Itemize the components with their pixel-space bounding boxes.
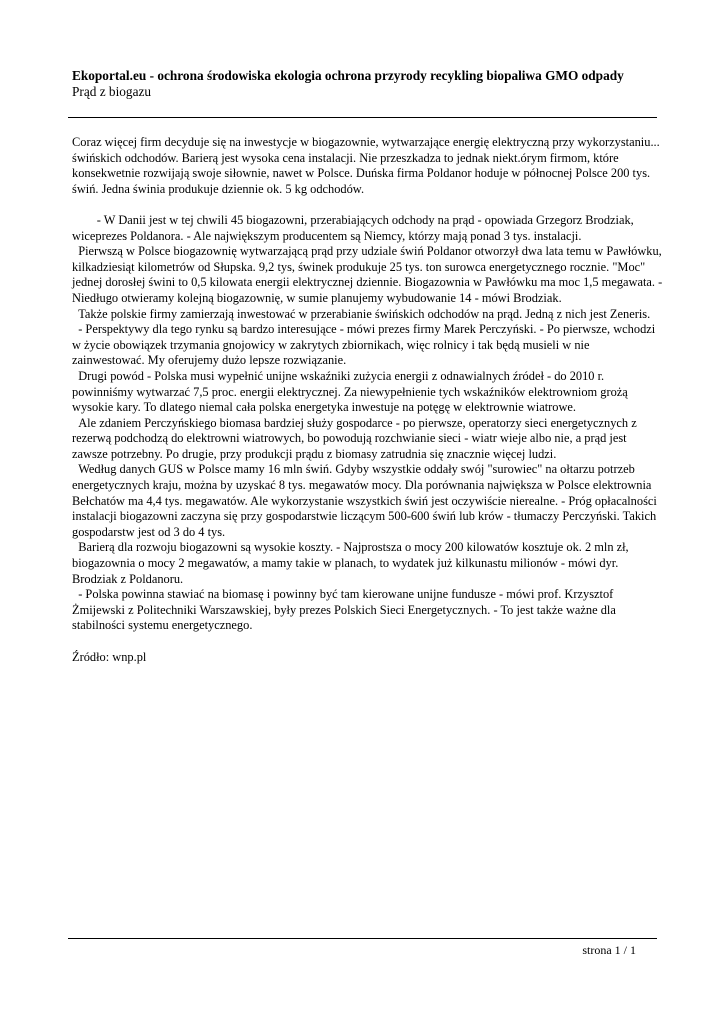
article-paragraph: - Perspektywy dla tego rynku są bardzo interesujące - mówi prezes firmy Marek Perczyński. - Po pierwsze, wchodzi w życie obowiązek trzymania gnojowicy w zakrytych zbiornikach, więc rolnicy i tak będą musieli w nie zainwestować. My oferujemy dużo lepsze rozwiązanie. [72,322,659,368]
article-source: Źródło: wnp.pl [72,649,147,664]
article-paragraph: - Polska powinna stawiać na biomasę i powinny być tam kierowane unijne fundusze - mówi prof. Krzysztof Żmijewski z Politechniki Warszawskiej, były prezes Polskich Sieci Energetycznych. - To jest także ważne dla stabilności systemu energetycznego. [72,587,619,633]
site-title: Ekoportal.eu - ochrona środowiska ekologia ochrona przyrody recykling biopaliwa GMO odpady [72,68,624,83]
article-paragraph: - W Danii jest w tej chwili 45 biogazowni, przerabiających odchody na prąd - opowiada Grzegorz Brodziak, wiceprezes Poldanora. - Ale największym producentem są Niemcy, którzy mają ponad 3 tys. instalacji. [72,212,637,243]
article-paragraph: Barierą dla rozwoju biogazowni są wysokie koszty. - Najprostsza o mocy 200 kilowatów kosztuje ok. 2 mln zł, biogazownia o mocy 2 megawatów, a mamy takie w planach, to wydatek już kilkunastu milionów - mówi dyr. Brodziak z Poldanoru. [72,540,632,586]
paragraph-spacer [72,634,664,650]
article-paragraph: Ale zdaniem Perczyńskiego biomasa bardziej służy gospodarce - po pierwsze, operatorzy sieci energetycznych z rezerwą podchodzą do elektrowni wiatrowych, bo powodują rozchwianie sieci - wiatr wieje albo nie, a prąd jest zawsze potrzebny. Po drugie, przy produkcji prądu z biomasy zatrudnia się znacznie więcej ludzi. [72,415,640,461]
header-divider [68,117,657,118]
article-paragraph: Drugi powód - Polska musi wypełnić unijne wskaźniki zużycia energii z odnawialnych źródeł - do 2010 r. powinniśmy wytwarzać 7,5 proc. energii elektrycznej. Za niewypełnienie tych wskaźników elektrowniom grożą wysokie kary. To dlatego niemal cała polska energetyka inwestuje na potęgę w elektrownie wiatrowe. [72,368,631,415]
article-title: Prąd z biogazu [72,84,152,99]
footer-divider [68,938,657,939]
article-paragraph: Także polskie firmy zamierzają inwestować w przerabianie świńskich odchodów na prąd. Jedną z nich jest Zeneris. [72,306,651,321]
article-paragraph: Pierwszą w Polsce biogazownię wytwarzającą prąd przy udziale świń Poldanor otworzył dwa lata temu w Pawłówku, kilkadziesiąt kilometrów od Słupska. 9,2 tys, świnek produkuje 25 tys. ton surowca energetycznego rocznie. "Moc" jednej dorosłej świni to 0,5 kilowata energii elektrycznej dziennie. Biogazownia w Pawłówku ma moc 1,5 megawata. - Niedługo otwieramy kolejną biogazownię, w sumie planujemy wybudowanie 14 - mówi Brodziak. [72,244,666,305]
paragraph-spacer [72,197,664,213]
article-body [72,135,664,665]
article-paragraph: Według danych GUS w Polsce mamy 16 mln świń. Gdyby wszystkie oddały swój "surowiec" na ołtarzu potrzeb energetycznych kraju, można by uzyskać 8 tys. megawatów mocy. Dla porównania największa w Polsce elektrownia Bełchatów ma 4,4 tys. megawatów. Ale wykorzystanie wszystkich świń jest oczywiście nierealne. - Próg opłacalności instalacji biogazowni zaczyna się przy gospodarstwie liczącym 500-600 świń lub krów - tłumaczy Perczyński. Takich gospodarstw jest od 3 do 4 tys. [72,462,660,539]
article-lead: Coraz więcej firm decyduje się na inwestycje w biogazownie, wytwarzające energię elektryczną przy wykorzystaniu... świńskich odchodów. Barierą jest wysoka cena instalacji. Nie przeszkadza to jednak niekt.órym firmom, które konsekwetnie rozwijają swoje siłownie, nawet w Polsce. Duńska firma Poldanor hoduje w północnej Polsce 200 tys. świń. Jedna świnia produkuje dziennie ok. 5 kg odchodów. [72,135,663,196]
page-header [72,68,662,100]
page-number: strona 1 / 1 [582,943,636,957]
